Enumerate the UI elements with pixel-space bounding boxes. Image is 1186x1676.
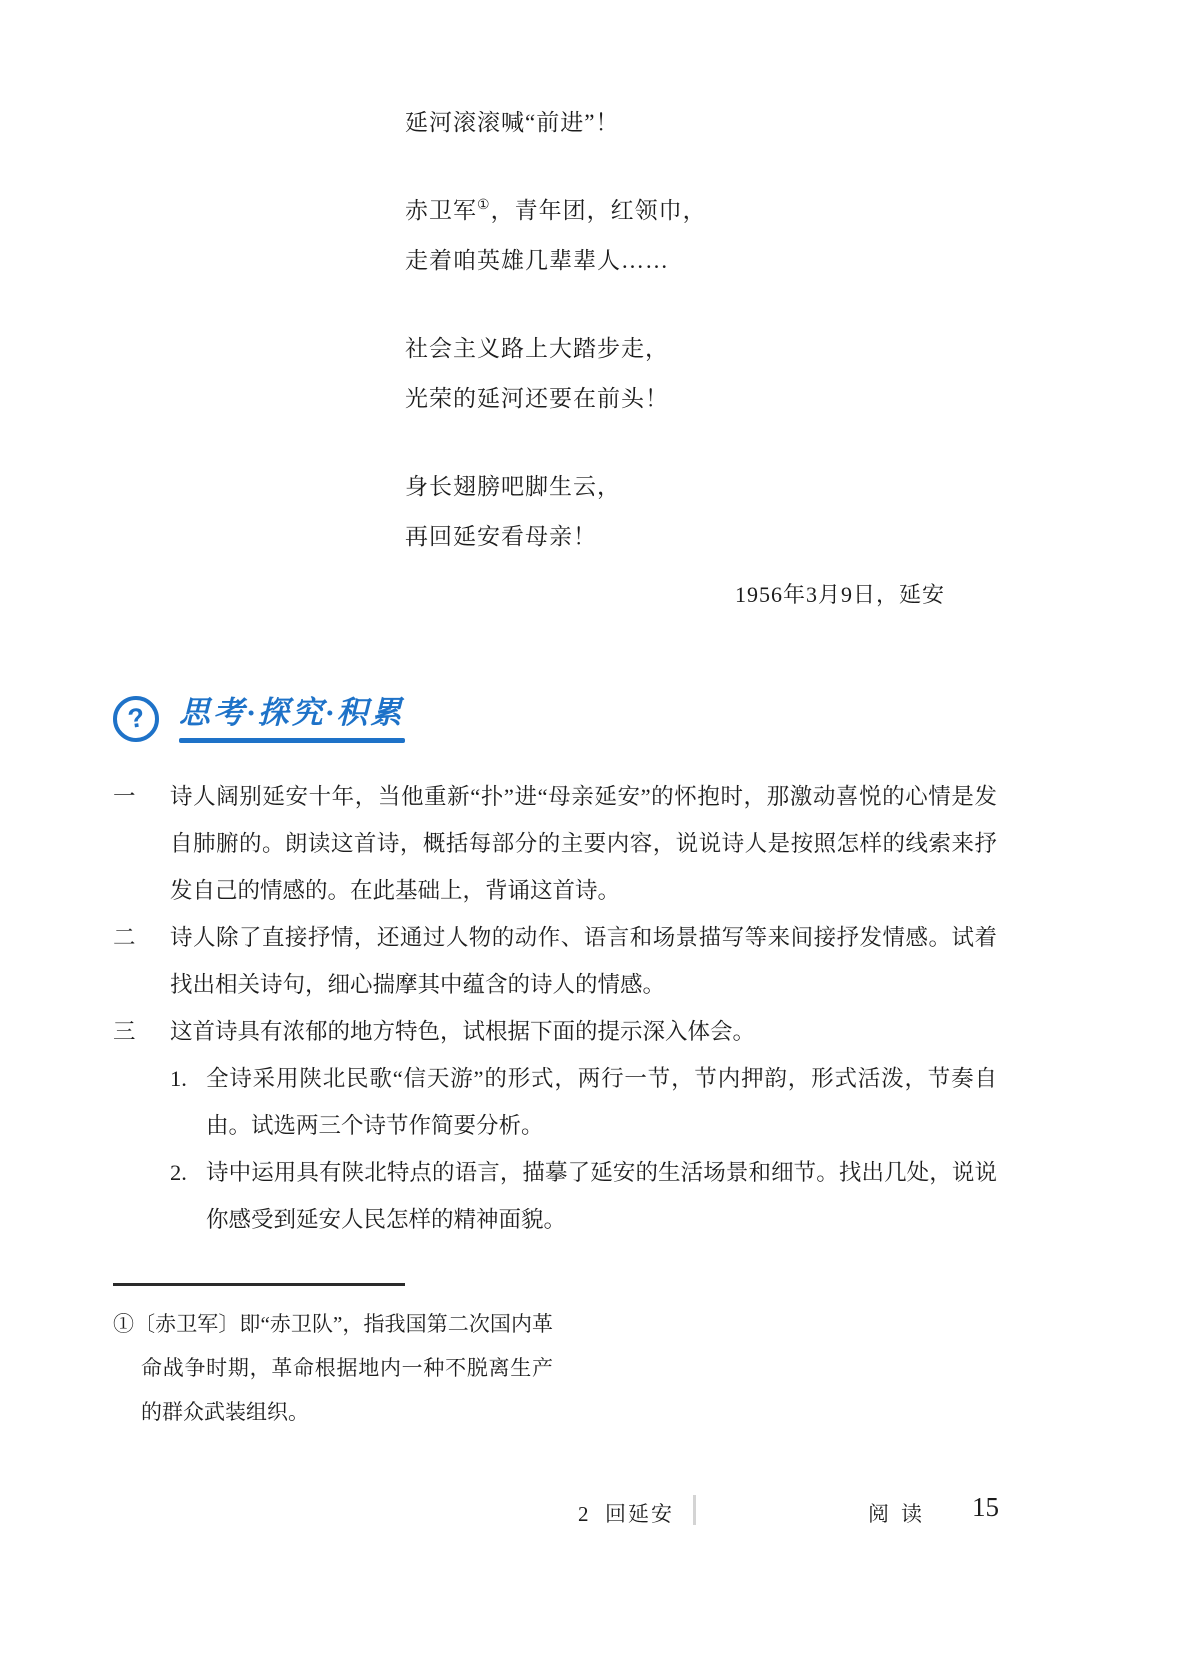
poem-line xyxy=(405,186,945,236)
poem-line: 光荣的延河还要在前头！ xyxy=(405,386,669,411)
subitem-text: 诗中运用具有陕北特点的语言，描摹了延安的生活场景和细节。找出几处，说说你感受到延安人民怎样的精神面貌。 xyxy=(206,1160,997,1232)
question-text: 诗人除了直接抒情，还通过人物的动作、语言和场景描写等来间接抒发情感。试着找出相关诗句，细心揣摩其中蕴含的诗人的情感。 xyxy=(170,925,997,997)
activity-title: 思考·探究·积累 xyxy=(179,695,405,730)
footnote-ref-marker: ① xyxy=(477,198,491,213)
footer-lesson-number: 2 xyxy=(578,1502,591,1526)
question-item xyxy=(113,914,997,1008)
question-text: 这首诗具有浓郁的地方特色，试根据下面的提示深入体会。 xyxy=(170,1019,756,1044)
footnote-block xyxy=(113,1283,553,1434)
page-number: 15 xyxy=(972,1492,999,1522)
footnote-rule xyxy=(113,1283,405,1286)
poem-line: 社会主义路上大踏步走， xyxy=(405,336,669,361)
activity-title-wrap xyxy=(179,694,405,743)
page-footer xyxy=(0,1492,1186,1532)
question-number: 二 xyxy=(113,925,136,950)
activity-section-header xyxy=(113,694,405,743)
poem-line: 身长翅膀吧脚生云， xyxy=(405,474,621,499)
poem-line: 再回延安看母亲！ xyxy=(405,524,597,549)
question-number: 三 xyxy=(113,1019,136,1044)
footnote-body: 〔赤卫军〕即“赤卫队”，指我国第二次国内革命战争时期，革命根据地内一种不脱离生产的群众武装组织。 xyxy=(134,1312,554,1424)
poem-line: 走着咱英雄几辈辈人…… xyxy=(405,248,669,273)
footer-lesson xyxy=(578,1498,674,1528)
title-underline xyxy=(179,738,405,743)
question-number: 一 xyxy=(113,784,136,809)
question-mark-glyph: ? xyxy=(125,702,147,735)
poem-text-segment: ，青年团，红领巾， xyxy=(490,198,707,223)
question-text: 诗人阔别延安十年，当他重新“扑”进“母亲延安”的怀抱时，那激动喜悦的心情是发自肺腑的。朗读这首诗，概括每部分的主要内容，说说诗人是按照怎样的线索来抒发自己的情感的。在此基础上，背诵这首诗。 xyxy=(170,784,997,903)
footer-section-label: 阅读 xyxy=(868,1502,934,1526)
question-item xyxy=(113,1008,997,1055)
poem-text-segment: 赤卫军 xyxy=(405,198,477,223)
footnote-marker: ① xyxy=(113,1312,135,1336)
poem-excerpt xyxy=(405,98,945,618)
question-mark-icon xyxy=(113,696,159,742)
question-item xyxy=(113,773,997,914)
footer-divider xyxy=(693,1495,696,1525)
question-list xyxy=(113,773,997,1243)
subitem-number: 1. xyxy=(170,1066,187,1091)
subitem-text: 全诗采用陕北民歌“信天游”的形式，两行一节，节内押韵，形式活泼，节奏自由。试选两三个诗节作简要分析。 xyxy=(206,1066,997,1138)
footnote-text xyxy=(113,1302,553,1434)
footer-lesson-title: 回延安 xyxy=(605,1502,674,1526)
poem-line: 延河滚滚喊“前进”！ xyxy=(405,110,620,135)
question-subitem xyxy=(170,1149,997,1243)
question-subitem xyxy=(170,1055,997,1149)
subitem-number: 2. xyxy=(170,1160,187,1185)
poem-dateline: 1956年3月9日，延安 xyxy=(735,582,946,607)
